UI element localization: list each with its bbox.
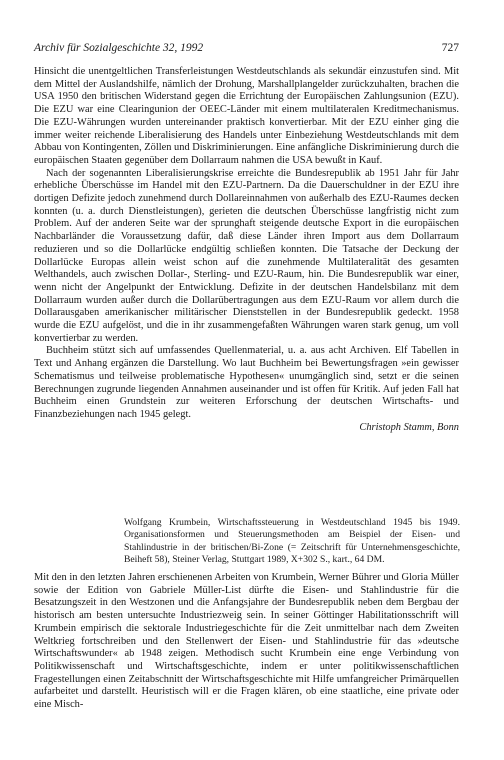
- book-reference: Wolfgang Krumbein, Wirtschaftssteuerung in Westdeutschland 1945 bis 1949. Organisationsformen und Steuerungsmethoden am Beispiel der Eisen- und Stahlindustrie in der britischen/Bi-Zone (= Zeitschrift für Unternehmensgeschichte, Beiheft 58), Steiner Verlag, Stuttgart 1989, X+302 S., kart., 64 DM.: [124, 517, 460, 566]
- review-paragraph: Hinsicht die unentgeltlichen Transferleistungen Westdeutschlands als sekundär einzustufen sind. Mit dem Mittel der Auslandshilfe, nämlich der Drohung, Marshallplangelder zurückzuhalten, brachen die USA 1950 den britischen Widerstand gegen die Errichtung der Europäischen Zahlungsunion (EZU). Die EZU war eine Clearingunion der OEEC-Länder mit einem multilateralen Kreditmechanismus. Die EZU-Währungen wurden untereinander praktisch konvertierbar. Mit der EZU einher ging die immer weiter reichende Liberalisierung des Handels unter Einbeziehung Westdeutschlands mit dem Abbau von Kontingenten, Zöllen und Diskriminierungen. Eine anfängliche Diskriminierung durch die europäischen Staaten gegenüber dem Dollarraum nahmen die USA bewußt in Kauf.: [34, 66, 459, 166]
- page-number: 727: [441, 42, 459, 54]
- review-body: [34, 66, 459, 434]
- review-paragraph: Nach der sogenannten Liberalisierungskrise erreichte die Bundesrepublik ab 1951 Jahr für Jahr erhebliche Überschüsse im Handel mit den EZU-Partnern. Da die Dauerschuldner in der EZU ihre dortigen Defizite jedoch zunehmend durch Dollareinnahmen von außerhalb des EZU-Raumes decken konnten (u. a. durch Dienstleistungen), gerieten die deutschen Überschüsse langfristig nicht zum Problem. Auf der anderen Seite war der sprunghaft steigende deutsche Export in die europäischen Nachbarländer die Voraussetzung dafür, daß diese Länder ihren Import aus dem Dollarraum reduzieren und so die Dollarlücke endgültig schließen konnten. Die Tatsache der Deckung der Dollarlücke Europas allein weist schon auf die zunehmende Multilateralität des gesamten Welthandels, auch zwischen Dollar-, Sterling- und EZU-Raum, hin. Die Bundesrepublik war einer, wenn nicht der Angelpunkt der Entwicklung. Defizite in der deutschen Handelsbilanz mit dem Dollarraum wurden außer durch die Dollarübertragungen aus dem EZU-Raum vor allem durch die Dollarausgaben amerikanischer militärischer Dienststellen in der Bundesrepublik gedeckt. 1958 wurde die EZU aufgelöst, und die in ihr zusammengefaßten Währungen waren stark genug, um voll konvertierbar zu werden.: [34, 167, 459, 344]
- running-head: Archiv für Sozialgeschichte 32, 1992: [34, 42, 204, 54]
- page-header: [34, 42, 459, 58]
- review-signature: Christoph Stamm, Bonn: [359, 421, 459, 433]
- next-review-body: [34, 572, 459, 712]
- review-paragraph: Buchheim stützt sich auf umfassendes Quellenmaterial, u. a. aus acht Archiven. Elf Tabellen in Text und Anhang ergänzen die Darstellung. Wo laut Buchheim bei Bewertungsfragen »ein gewisser Schematismus und teilweise problematische Hypothesen« unumgänglich sind, setzt er die seinen Berechnungen zugrunde liegenden Annahmen auseinander und ist offen für Kritik. Auf jeden Fall hat Buchheim einen Grundstein zur weiteren Erforschung der deutschen Wirtschafts- und Finanzbeziehungen nach 1945 gelegt.: [34, 345, 459, 420]
- review-paragraph: Mit den in den letzten Jahren erschienenen Arbeiten von Krumbein, Werner Bührer und Gloria Müller sowie der Edition von Gabriele Müller-List dürfte die Eisen- und Stahlindustrie für die Besatzungszeit in den Westzonen und die Anfangsjahre der Bundesrepublik neben dem Bergbau der historisch am besten untersuchte Industriezweig sein. In seiner Göttinger Habilitationsschrift will Krumbein empirisch die sektorale Industriegeschichte für die Zeit unmittelbar nach dem Zweiten Weltkrieg fortschreiben und den Stellenwert der Eisen- und Stahlindustrie für das »deutsche Wirtschaftswunder« ab 1948 zeigen. Methodisch sucht Krumbein eine enge Verbindung von Politikwissenschaft und Wirtschaftsgeschichte, indem er unter politikwissenschaftlichen Fragestellungen einen Zeitabschnitt der Wirtschaftsgeschichte mit Hilfe umfangreicher Primärquellen aufarbeitet und darstellt. Heuristisch will er die Fragen klären, ob eine staatliche, eine private oder eine Misch-: [34, 572, 459, 711]
